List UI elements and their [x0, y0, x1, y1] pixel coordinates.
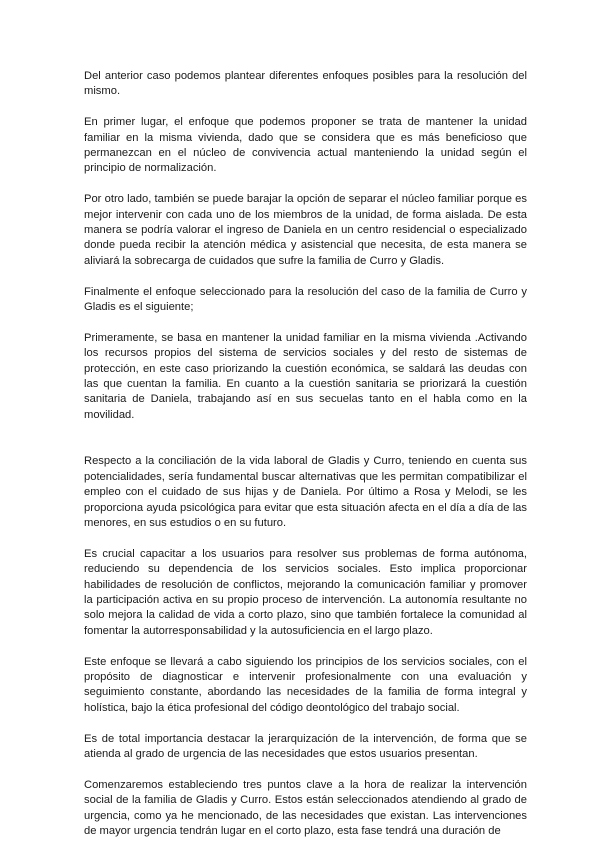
paragraph-principles: Este enfoque se llevará a cabo siguiendo los principios de los servicios sociales, con el propósito de diagnosticar e intervenir profesionalmente con una evaluación y seguimiento constante, abordando las necesidades de la familia de forma integral y holística, bajo la ética profesional del código deontológico del trabajo social. — [84, 655, 527, 714]
paragraph-first-step: Primeramente, se basa en mantener la unidad familiar en la misma vivienda .Activando los recursos propios del sistema de servicios sociales y del resto de sistemas de protección, en este caso priorizando la cuestión económica, se saldará las deudas con las que cuentan la familia. En cuanto a la cuestión sanitaria se priorizará la cuestión sanitaria de Daniela, trabajando así en sus secuelas tanto en el habla como en la movilidad. — [84, 331, 527, 421]
paragraph-first-approach: En primer lugar, el enfoque que podemos proponer se trata de mantener la unidad familiar en la misma vivienda, dado que se considera que es más beneficioso que permanezcan en el núcleo de convivencia actual manteniendo la unidad según el principio de normalización. — [84, 116, 527, 175]
paragraph-work-life: Respecto a la conciliación de la vida laboral de Gladis y Curro, teniendo en cuenta sus potencialidades, sería fundamental buscar alternativas que les permitan compatibilizar el empleo con el cuidado de sus hijas y de Daniela. Por último a Rosa y Melodi, se les proporciona ayuda psicológica para evitar que esta situación afecta en el día a día de las menores, en sus estudios o en su futuro. — [84, 455, 527, 529]
paragraph-intro: Del anterior caso podemos plantear diferentes enfoques posibles para la resolución del mismo. — [84, 70, 527, 98]
paragraph-key-points: Comenzaremos estableciendo tres puntos clave a la hora de realizar la intervención social de la familia de Gladis y Curro. Estos están seleccionados atendiendo al grado de urgencia, como ya he mencionado, de las necesidades que existan. Las intervenciones de mayor urgencia tendrán lugar en el corto plazo, esta fase tendrá una duración de — [84, 778, 527, 837]
paragraph-selected-approach: Finalmente el enfoque seleccionado para la resolución del caso de la familia de Curro y Gladis es el siguiente; — [84, 285, 527, 314]
paragraph-autonomy: Es crucial capacitar a los usuarios para resolver sus problemas de forma autónoma, reduciendo su dependencia de los servicios sociales. Esto implica proporcionar habilidades de resolución de conflictos, mejorando la comunicación familiar y promover la participación activa en su propio proceso de intervención. La autonomía resultante no solo mejora la calidad de vida a corto plazo, sino que también fortalece la comunidad al fomentar la autorresponsabilidad y la autosuficiencia en el largo plazo. — [84, 547, 527, 637]
paragraph-second-approach: Por otro lado, también se puede barajar la opción de separar el núcleo familiar porque es mejor intervenir con cada uno de los miembros de la unidad, de forma aislada. De esta manera se podría valorar el ingreso de Daniela en un centro residencial o especializado donde pueda recibir la atención médica y asistencial que necesita, de esta manera se aliviará la sobrecarga de cuidados que sufre la familia de Curro y Gladis. — [84, 193, 527, 267]
paragraph-hierarchy: Es de total importancia destacar la jerarquización de la intervención, de forma que se atienda al grado de urgencia de las necesidades que estos usuarios presentan. — [84, 732, 527, 760]
document-body — [84, 69, 527, 855]
